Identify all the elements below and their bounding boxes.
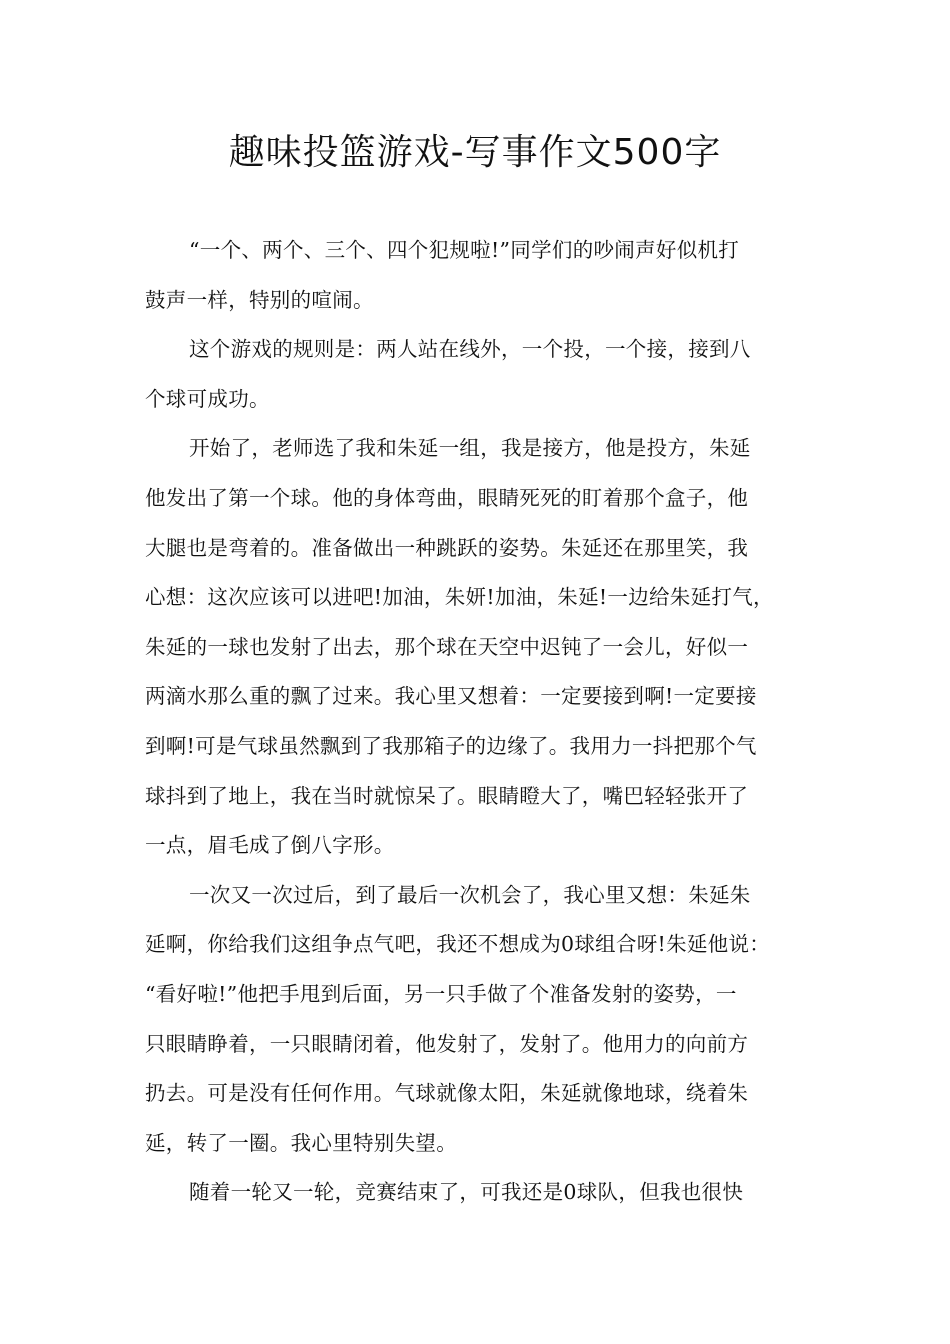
text-line: 两滴水那么重的飘了过来。我心里又想着：一定要接到啊!一定要接 — [145, 684, 757, 709]
text-line: “看好啦!”他把手甩到后面，另一只手做了个准备发射的姿势，一 — [145, 981, 737, 1006]
text-line: 这个游戏的规则是：两人站在线外，一个投，一个接，接到八 — [189, 337, 751, 362]
paragraph — [145, 424, 810, 870]
text-line: 心想：这次应该可以进吧!加油，朱妍!加油，朱延!一边给朱延打气， — [145, 585, 774, 610]
text-line: 扔去。可是没有任何作用。气球就像太阳，朱延就像地球，绕着朱 — [145, 1081, 749, 1106]
paragraph — [145, 226, 810, 325]
text-line: 开始了，老师选了我和朱延一组，我是接方，他是投方，朱延 — [189, 436, 751, 461]
document-body — [145, 226, 810, 1218]
text-line: “一个、两个、三个、四个犯规啦!”同学们的吵闹声好似机打 — [189, 238, 740, 262]
text-line: 一次又一次过后，到了最后一次机会了，我心里又想：朱延朱 — [189, 882, 751, 907]
text-line: 只眼睛睁着，一只眼睛闭着，他发射了，发射了。他用力的向前方 — [145, 1031, 749, 1056]
text-line: 大腿也是弯着的。准备做出一种跳跃的姿势。朱延还在那里笑，我 — [145, 535, 749, 560]
text-line: 延，转了一圈。我心里特别失望。 — [145, 1130, 457, 1155]
paragraph — [145, 325, 810, 424]
text-line: 延啊，你给我们这组争点气吧，我还不想成为0球组合呀!朱延他说： — [145, 932, 771, 957]
text-line: 朱延的一球也发射了出去，那个球在天空中迟钝了一会儿，好似一 — [145, 634, 749, 659]
text-line: 个球可成功。 — [145, 386, 270, 411]
paragraph — [145, 1168, 810, 1218]
text-line: 到啊!可是气球虽然飘到了我那箱子的边缘了。我用力一抖把那个气 — [145, 733, 757, 758]
text-line: 鼓声一样，特别的喧闹。 — [145, 287, 374, 312]
text-line: 他发出了第一个球。他的身体弯曲，眼睛死死的盯着那个盒子，他 — [145, 485, 749, 510]
text-line: 球抖到了地上，我在当时就惊呆了。眼睛瞪大了，嘴巴轻轻张开了 — [145, 783, 749, 808]
text-line: 一点，眉毛成了倒八字形。 — [145, 833, 395, 858]
document-title: 趣味投篮游戏-写事作文500字 — [228, 132, 722, 173]
text-line: 随着一轮又一轮，竞赛结束了，可我还是0球队，但我也很快 — [189, 1180, 744, 1205]
paragraph — [145, 871, 810, 1169]
